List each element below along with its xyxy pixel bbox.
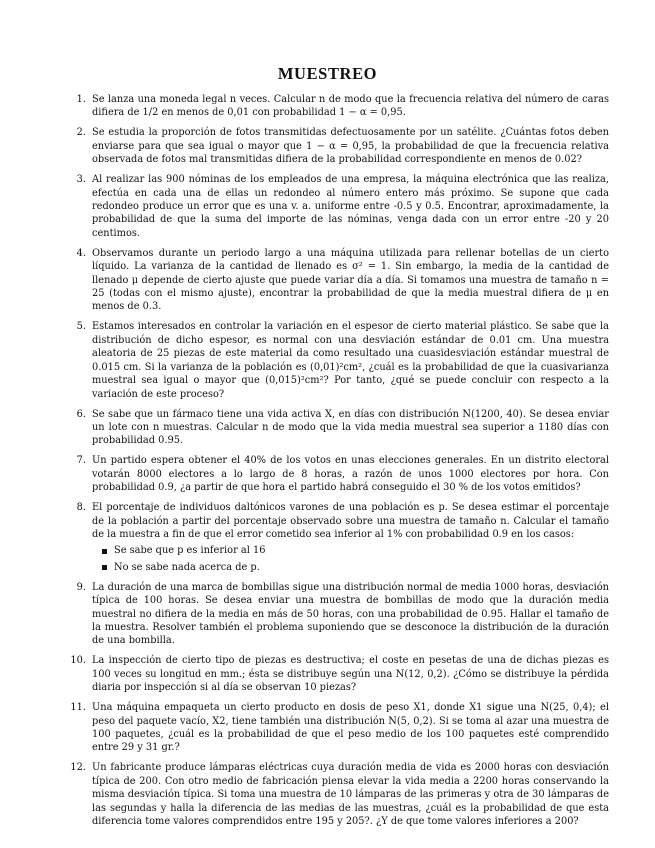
problem-text: Se lanza una moneda legal n veces. Calcular n de modo que la frecuencia relativa del número de caras difiera de 1/2 en menos de 0,01 con probabilidad 1 − α = 0,95. <box>92 94 609 119</box>
problem-item <box>76 454 609 494</box>
problem-item <box>76 581 609 648</box>
problem-text: La duración de una marca de bombillas sigue una distribución normal de media 1000 horas, desviación típica de 100 horas. Se desea enviar una muestra de bombillas de modo que la duración media muestral no difiera de la media en más de 50 horas, con una probabilidad de 0.95. Hallar el tamaño de la muestra. Resolver también el problema suponiendo que se desconoce la distribución de la duración de una bombilla. <box>92 581 609 647</box>
problem-item <box>76 93 609 120</box>
problem-text: Estamos interesados en controlar la variación en el espesor de cierto material plástico. Se sabe que la distribución de dicho espesor, es normal con una desviación estándar de 0.01 cm. Una muestra aleatoria de 25 piezas de este material da como resultado una cuasidesviación estándar muestral de 0.015 cm. Si la varianza de la población es (0,01)²cm², ¿cuál es la probabilidad de que la cuasivarianza muestral sea igual o mayor que (0,015)²cm²? Por tanto, ¿qué se puede concluir con respecto a la variación de este proceso? <box>92 321 609 400</box>
problem-item <box>76 173 609 240</box>
problem-text: Se estudia la proporción de fotos transmitidas defectuosamente por un satélite. ¿Cuántas fotos deben enviarse para que sea igual o mayor que 1 − α = 0,95, la probabilidad de que la frecuencia relativa observada de fotos mal transmitidas difiera de la probabilidad correspondiente en menos de 0.02? <box>92 127 609 166</box>
case-item <box>114 561 609 574</box>
problem-text: Un partido espera obtener el 40% de los votos en unas elecciones generales. En un distrito electoral votarán 8000 electores a lo largo de 8 horas, a razón de unos 1000 electores por hora. Con probabilidad 0.9, ¿a partir de que hora el partido habrá conseguido el 30 % de los votos emitidos? <box>92 455 609 494</box>
problem-item <box>76 501 609 574</box>
case-list <box>92 544 609 574</box>
problem-text: La inspección de cierto tipo de piezas es destructiva; el coste en pesetas de una de dichas piezas es 100 veces su longitud en mm.; ésta se distribuye según una N(12, 0,2). ¿Cómo se distribuye la pérdida diaria por inspección si al día se observan 10 piezas? <box>92 655 609 694</box>
problem-text: Al realizar las 900 nóminas de los empleados de una empresa, la máquina electrónica que las realiza, efectúa en cada una de ellas un redondeo al número entero más próximo. Se supone que cada redondeo produce un error que es una v. a. uniforme entre -0.5 y 0.5. Encontrar, aproximadamente, la probabilidad de que la suma del importe de las nóminas, venga dada con un error entre -20 y 20 centimos. <box>92 174 609 239</box>
problem-item <box>76 320 609 400</box>
problem-item <box>76 408 609 448</box>
problem-list <box>70 93 609 828</box>
problem-item <box>70 654 609 694</box>
problem-number: 12. <box>70 762 86 774</box>
problem-text: Observamos durante un periodo largo a una máquina utilizada para rellenar botellas de un cierto líquido. La varianza de la cantidad de llenado es σ² = 1. Sin embargo, la media de la cantidad de llenado μ depende de cierto ajuste que puede variar día a día. Si tomamos una muestra de tamaño n = 25 (todas con el mismo ajuste), encontrar la probabilidad de que la media muestral difiera de μ en menos de 0.3. <box>92 247 609 313</box>
problem-number: 2. <box>76 127 86 139</box>
problem-item <box>70 761 609 828</box>
problem-number: 4. <box>76 247 86 259</box>
problem-number: 6. <box>76 408 86 420</box>
problem-text: Una máquina empaqueta un cierto producto en dosis de peso X1, donde X1 sigue una N(25, 0,4); el peso del paquete vacío, X2, tiene también una distribución N(5, 0,2). Si se toma al azar una muestra de 100 paquetes, ¿cuál es la probabilidad de que el peso medio de los 100 paquetes esté comprendido entre 29 y 31 gr.? <box>92 702 609 754</box>
square-bullet-icon <box>102 565 107 570</box>
problem-number: 8. <box>76 502 86 514</box>
problem-item <box>76 247 609 314</box>
problem-number: 1. <box>76 94 86 105</box>
problem-number: 10. <box>70 655 86 667</box>
case-item <box>114 544 609 557</box>
problem-number: 3. <box>76 174 86 186</box>
case-text: Se sabe que p es inferior al 16 <box>114 545 266 557</box>
problem-text: Un fabricante produce lámparas eléctricas cuya duración media de vida es 2000 horas con desviación típica de 200. Con otro medio de fabricación piensa elevar la vida media a 2200 horas conservando la misma desviación típica. Si toma una muestra de 10 lámparas de las primeras y otra de 30 lámparas de las segundas y halla la diferencia de las medias de las muestras, ¿cuál es la probabilidad de que esta diferencia tome valores comprendidos entre 195 y 205?. ¿Y de que tome valores inferiores a 200? <box>92 762 609 828</box>
problem-text: Se sabe que un fármaco tiene una vida activa X, en días con distribución N(1200, 40). Se desea enviar un lote con n muestras. Calcular n de modo que la vida media muestral sea superior a 1180 días con probabilidad 0.95. <box>92 408 609 447</box>
problem-number: 5. <box>76 321 86 333</box>
case-text: No se sabe nada acerca de p. <box>114 561 260 573</box>
problem-number: 9. <box>76 581 86 593</box>
problem-number: 11. <box>70 702 86 714</box>
square-bullet-icon <box>102 549 107 554</box>
problem-text: El porcentaje de individuos daltónicos varones de una población es p. Se desea estimar el porcentaje de la población a partir del porcentaje observado sobre una muestra de tamaño n. Calcular el tamaño de la muestra a fin de que el error cometido sea inferior al 1% con probabilidad 0.9 en los casos: <box>92 502 609 540</box>
problem-item <box>70 701 609 755</box>
problem-item <box>76 126 609 166</box>
problem-number: 7. <box>76 455 86 467</box>
page-title: MUESTREO <box>277 64 378 83</box>
